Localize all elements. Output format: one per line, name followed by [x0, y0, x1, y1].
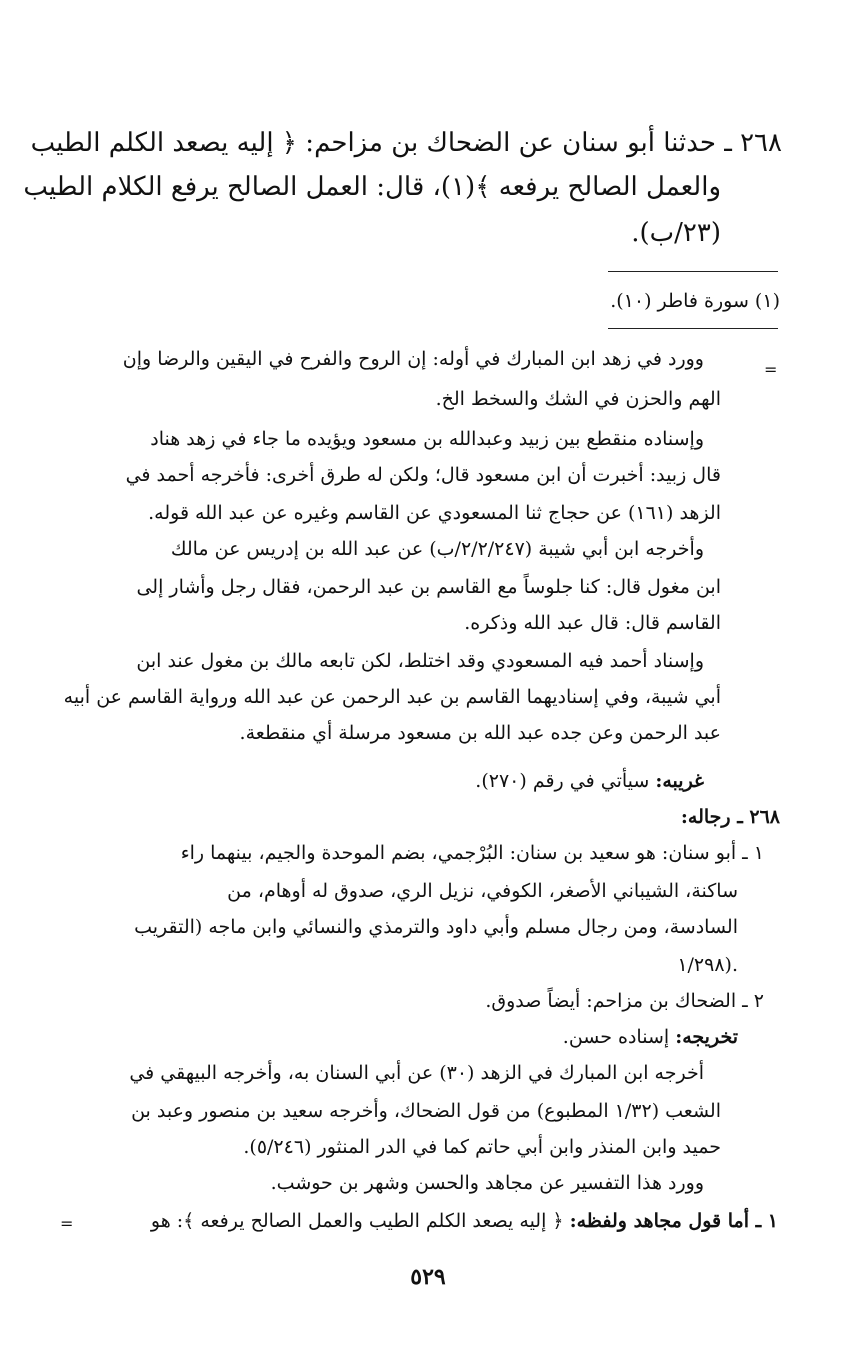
footnote: (١) سورة فاطر (١٠).	[610, 290, 780, 312]
mujahid-label: ١ ـ أما قول مجاهد ولفظه:	[569, 1210, 778, 1232]
mujahid-line	[151, 1210, 778, 1232]
commentary-line: ابن مغول قال: كنا جلوساً مع القاسم بن عبد الرحمن، فقال رجل وأشار إلى	[136, 576, 721, 598]
commentary-rule	[608, 328, 778, 329]
continuation-mark: =	[764, 360, 778, 379]
footnote-rule	[608, 271, 778, 272]
page-number: ٥٢٩	[410, 1264, 446, 1290]
main-text-line: ٢٦٨ ـ حدثنا أبو سنان عن الضحاك بن مزاحم: ﴿ إليه يصعد الكلم الطيب	[30, 128, 782, 158]
narrator-line: السادسة، ومن رجال مسلم وأبي داود والترمذي والنسائي وابن ماجه (التقريب	[134, 916, 738, 938]
commentary-line: حميد وابن المنذر وابن أبي حاتم كما في الدر المنثور (٥/٢٤٦).	[243, 1136, 721, 1158]
commentary-line: أخرجه ابن المبارك في الزهد (٣٠) عن أبي السنان به، وأخرجه البيهقي في	[129, 1062, 704, 1084]
gharib-line	[475, 770, 704, 792]
commentary-line: وأخرجه ابن أبي شيبة (٢/٢/٢٤٧/ب) عن عبد الله بن إدريس عن مالك	[170, 538, 704, 560]
main-text-line: والعمل الصالح يرفعه ﴾(١)، قال: العمل الصالح يرفع الكلام الطيب	[23, 172, 721, 202]
gharib-label: غريبه:	[655, 770, 704, 792]
commentary-line: عبد الرحمن وعن جده عبد الله بن مسعود مرسلة أي منقطعة.	[239, 722, 721, 744]
commentary-line: الهم والحزن في الشك والسخط الخ.	[435, 388, 721, 410]
takhrij-line	[563, 1026, 738, 1048]
gharib-text: سيأتي في رقم (٢٧٠).	[475, 770, 650, 792]
commentary-line: الزهد (١٦١) عن حجاج ثنا المسعودي عن القاسم وغيره عن عبد الله قوله.	[148, 502, 721, 524]
commentary-line: وإسناده منقطع بين زبيد وعبدالله بن مسعود ويؤيده ما جاء في زهد هناد	[150, 428, 704, 450]
commentary-line: وورد في زهد ابن المبارك في أوله: إن الروح والفرح في اليقين والرضا وإن	[122, 348, 704, 370]
narrator-line: ساكنة، الشيباني الأصغر، الكوفي، نزيل الري، صدوق له أوهام، من	[227, 880, 738, 902]
commentary-line: الشعب (١/٣٢ المطبوع) من قول الضحاك، وأخرجه سعيد بن منصور وعبد بن	[131, 1100, 721, 1122]
narrator-line: ١/٢٩٨).	[677, 954, 738, 976]
commentary-line: قال زبيد: أخبرت أن ابن مسعود قال؛ ولكن له طرق أخرى: فأخرجه أحمد في	[125, 464, 721, 486]
continuation-mark: =	[60, 1214, 74, 1233]
commentary-line: القاسم قال: قال عبد الله وذكره.	[464, 612, 721, 634]
commentary-line: وإسناد أحمد فيه المسعودي وقد اختلط، لكن تابعه مالك بن مغول عند ابن	[136, 650, 704, 672]
narrator-line: ١ ـ أبو سنان: هو سعيد بن سنان: البُرْجمي، بضم الموحدة والجيم، بينهما راء	[180, 842, 764, 864]
main-text-line: (٢٣/ب).	[631, 218, 721, 248]
takhrij-label: تخريجه:	[675, 1026, 738, 1048]
takhrij-text: إسناده حسن.	[562, 1026, 670, 1048]
mujahid-text: ﴿ إليه يصعد الكلم الطيب والعمل الصالح يرفعه ﴾: هو	[150, 1210, 564, 1232]
narrator-line: ٢ ـ الضحاك بن مزاحم: أيضاً صدوق.	[485, 990, 764, 1012]
commentary-line: أبي شيبة، وفي إسناديهما القاسم بن عبد الرحمن عن عبد الله ورواية القاسم عن أبيه	[63, 686, 721, 708]
commentary-line: وورد هذا التفسير عن مجاهد والحسن وشهر بن حوشب.	[270, 1172, 704, 1194]
rijal-heading: ٢٦٨ ـ رجاله:	[680, 806, 780, 828]
